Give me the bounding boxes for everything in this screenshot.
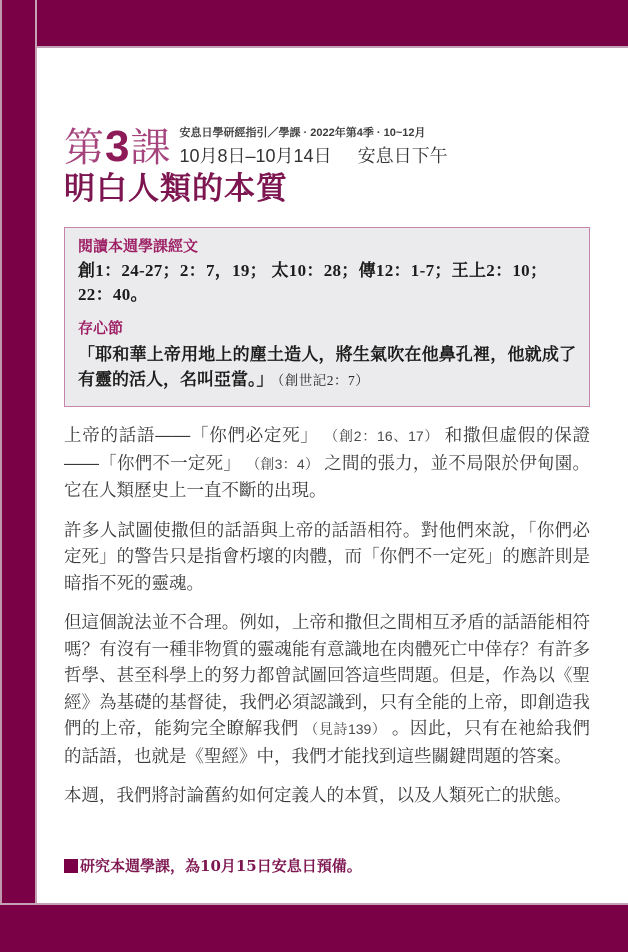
inline-scripture-ref: （見詩139） bbox=[304, 721, 387, 737]
memory-block bbox=[78, 319, 576, 393]
footer-note bbox=[64, 856, 590, 876]
body-paragraph bbox=[64, 422, 590, 504]
square-bullet-icon bbox=[64, 859, 78, 873]
date-range: 10月8日–10月14日 bbox=[179, 146, 332, 166]
body-paragraph bbox=[64, 782, 590, 809]
paragraph-text: 但這個說法並不合理。例如，上帝和撒但之間相互矛盾的話語能相符嗎？有沒有一種非物質的靈魂能有意識地在肉體死亡中倖存？有許多哲學、甚至科學上的努力都曾試圖回答這些問題。但是，作為以《聖經》為基礎的基督徒，我們必須認識到，只有全能的上帝，即創造我們的上帝，能夠完全瞭解我們 bbox=[64, 612, 590, 738]
paragraph-text: 。因此，只有在祂給我們的話語，也就是《聖經》中，我們才能找到這些關鍵問題的答案。 bbox=[64, 718, 590, 766]
page-frame-left bbox=[0, 0, 37, 952]
inline-scripture-ref: （創3：4） bbox=[246, 455, 320, 472]
lesson-suffix: 課 bbox=[130, 126, 172, 170]
page-frame-bottom bbox=[0, 903, 628, 952]
paragraph-text: 許多人試圖使撒但的話語與上帝的話語相符。對他們來說，「你們必定死」的警告只是指會朽壞的肉體，而「你們不一定死」的應許則是暗指不死的靈魂。 bbox=[64, 519, 590, 593]
body-paragraph bbox=[64, 609, 590, 769]
lesson-number bbox=[64, 122, 172, 171]
series-line: 安息日學研經指引／學課 · 2022年第4季 · 10~12月 bbox=[179, 127, 426, 139]
memory-verse bbox=[78, 342, 576, 393]
lesson-header bbox=[64, 122, 590, 171]
reading-label: 閱讀本週學課經文 bbox=[78, 238, 199, 255]
paragraph-text: 上帝的話語——「你們必定死」 bbox=[64, 425, 325, 445]
page-title: 明白人類的本質 bbox=[64, 171, 288, 206]
body-paragraph bbox=[64, 517, 590, 597]
date-line bbox=[179, 144, 447, 168]
page-frame-top bbox=[0, 0, 628, 48]
paragraph-text: 和撒但虛假的保證——「你們不一定死」 bbox=[64, 425, 590, 473]
page-content bbox=[39, 50, 628, 901]
lesson-prefix: 第 bbox=[64, 126, 105, 170]
paragraph-text: 之間的張力，並不局限於伊甸園。它在人類歷史上一直不斷的出現。 bbox=[64, 452, 590, 500]
lesson-num: 3 bbox=[105, 122, 131, 171]
scripture-box bbox=[64, 227, 590, 407]
memory-verse-ref: （創世記2：7） bbox=[277, 373, 370, 388]
memory-label: 存心節 bbox=[78, 320, 124, 337]
reading-refs: 創1：24-27；2：7，19； 太10：28；傳12：1-7；王上2：10；22：40。 bbox=[78, 261, 548, 304]
memory-verse-text: 「耶和華上帝用地上的塵土造人，將生氣吹在他鼻孔裡，他就成了有靈的活人，名叫亞當。」 bbox=[78, 345, 576, 389]
body-paragraphs bbox=[64, 422, 590, 809]
footer-note-text: 研究本週學課，為10月15日安息日預備。 bbox=[80, 856, 362, 875]
inline-scripture-ref: （創2：16、17） bbox=[324, 428, 440, 444]
session-label: 安息日下午 bbox=[357, 146, 448, 166]
lesson-meta bbox=[179, 125, 447, 168]
paragraph-text: 本週，我們將討論舊約如何定義人的本質，以及人類死亡的狀態。 bbox=[64, 785, 572, 805]
